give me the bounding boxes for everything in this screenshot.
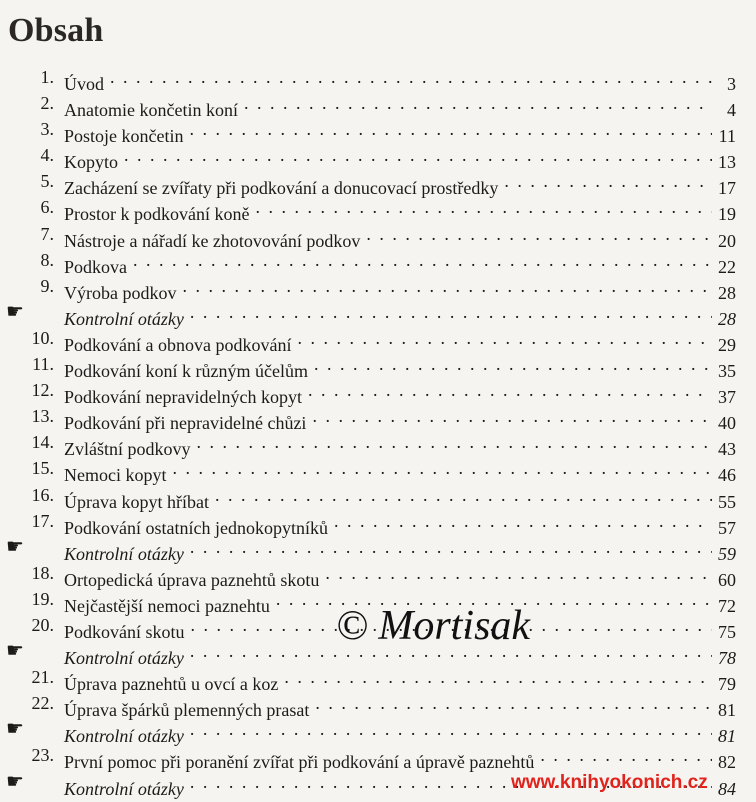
toc-page-number: 57 — [718, 517, 736, 538]
toc-row — [0, 690, 756, 721]
toc-page-number: 3 — [727, 74, 736, 94]
toc-label: Kopyto — [64, 152, 118, 173]
toc-number: 10. — [31, 327, 54, 348]
dot-leader — [308, 377, 712, 403]
toc-row — [0, 403, 756, 434]
toc-page-number: 35 — [718, 361, 736, 382]
toc-row — [0, 482, 756, 512]
page-title: Obsah — [8, 12, 104, 49]
dot-leader — [190, 534, 712, 560]
table-of-contents — [0, 64, 756, 799]
toc-page-number: 55 — [718, 491, 736, 512]
pointing-hand-icon: ☛ — [6, 300, 24, 323]
toc-label: Kontrolní otázky — [64, 726, 184, 747]
toc-number: 1. — [40, 67, 54, 87]
toc-label: Postoje končetin — [64, 126, 184, 147]
toc-label: Úprava kopyt hříbat — [64, 491, 209, 512]
toc-row — [0, 221, 756, 251]
toc-label: Kontrolní otázky — [64, 778, 184, 799]
toc-page-number: 72 — [718, 595, 736, 616]
toc-page-number: 37 — [718, 387, 736, 408]
toc-row — [0, 116, 756, 147]
toc-label: Zvláštní podkovy — [64, 439, 191, 460]
toc-label: Výroba podkov — [64, 282, 177, 303]
toc-row — [0, 508, 756, 538]
toc-number: 4. — [40, 145, 54, 166]
dot-leader — [255, 194, 712, 220]
toc-number: 15. — [31, 458, 54, 479]
toc-page-number: 43 — [718, 439, 736, 460]
dot-leader — [172, 455, 712, 481]
toc-page-number: 82 — [718, 752, 736, 773]
toc-page-number: 60 — [718, 569, 736, 590]
toc-number: 19. — [31, 588, 54, 609]
toc-row — [0, 247, 756, 277]
toc-label: Kontrolní otázky — [64, 543, 184, 564]
dot-leader — [314, 351, 712, 377]
toc-page-number: 75 — [718, 621, 736, 642]
toc-label: Zacházení se zvířaty při podkování a donucovací prostředky — [64, 178, 499, 199]
toc-row — [0, 142, 756, 173]
toc-label: Kontrolní otázky — [64, 308, 184, 329]
toc-label: Nejčastější nemoci paznehtu — [64, 595, 270, 616]
toc-number: 20. — [31, 614, 54, 635]
toc-label: Ortopedická úprava paznehtů skotu — [64, 569, 320, 590]
toc-row — [0, 455, 756, 486]
toc-number: 3. — [40, 119, 54, 140]
toc-number: 13. — [31, 406, 54, 427]
pointing-hand-icon: ☛ — [6, 770, 24, 793]
toc-row — [0, 351, 756, 382]
dot-leader — [334, 508, 712, 534]
toc-label: Nemoci kopyt — [64, 465, 167, 486]
toc-label: První pomoc při poranění zvířat při podkování a úpravě paznehtů — [64, 752, 535, 773]
toc-page-number: 40 — [718, 413, 736, 434]
toc-label: Podkování a obnova podkování — [64, 334, 292, 355]
watermark: © Mortisak — [336, 603, 531, 649]
toc-page-number: 84 — [718, 778, 736, 799]
toc-row — [0, 273, 756, 303]
toc-row — [0, 64, 756, 94]
toc-label: Anatomie končetin koní — [64, 100, 238, 121]
toc-label: Podkova — [64, 256, 127, 277]
dot-leader — [190, 299, 712, 325]
toc-label: Podkování při nepravidelné chůzi — [64, 413, 307, 434]
toc-page-number: 81 — [718, 726, 736, 747]
toc-quiz-row — [0, 299, 756, 329]
site-url: www.knihyokonich.cz — [511, 772, 708, 793]
toc-number: 7. — [40, 223, 54, 244]
toc-label: Kontrolní otázky — [64, 648, 184, 669]
dot-leader — [540, 742, 712, 768]
toc-page-number: 29 — [718, 334, 736, 355]
toc-label: Úprava paznehtů u ovcí a koz — [64, 674, 279, 695]
toc-number: 12. — [31, 380, 54, 401]
pointing-hand-icon: ☛ — [6, 640, 24, 663]
toc-page-number: 4 — [727, 100, 736, 121]
toc-number: 23. — [31, 745, 54, 766]
dot-leader — [124, 142, 712, 168]
toc-row — [0, 168, 756, 199]
toc-page-number: 13 — [718, 152, 736, 173]
toc-row — [0, 664, 756, 695]
toc-label: Podkování skotu — [64, 621, 185, 642]
toc-quiz-row — [0, 716, 756, 747]
toc-quiz-row — [0, 534, 756, 564]
dot-leader — [366, 221, 712, 247]
toc-number: 11. — [32, 354, 54, 375]
dot-leader — [244, 90, 712, 116]
toc-page-number: 20 — [718, 230, 736, 251]
toc-number: 21. — [31, 667, 54, 688]
toc-label: Nástroje a nářadí ke zhotovování podkov — [64, 230, 361, 251]
toc-number: 2. — [40, 93, 54, 114]
dot-leader — [504, 168, 712, 194]
toc-number: 8. — [40, 249, 54, 270]
toc-number: 22. — [31, 693, 54, 714]
toc-row — [0, 377, 756, 408]
dot-leader — [197, 429, 713, 455]
toc-page-number: 28 — [718, 308, 736, 329]
dot-leader — [190, 116, 713, 142]
toc-page-number: 28 — [718, 282, 736, 303]
toc-number: 18. — [31, 562, 54, 583]
toc-page-number: 46 — [718, 465, 736, 486]
toc-number: 9. — [40, 275, 54, 296]
toc-page-number: 59 — [718, 543, 736, 564]
toc-label: Podkování koní k různým účelům — [64, 361, 308, 382]
toc-row — [0, 194, 756, 225]
dot-leader — [215, 482, 712, 508]
toc-number: 17. — [31, 510, 54, 531]
dot-leader — [110, 64, 712, 90]
dot-leader — [325, 560, 712, 586]
pointing-hand-icon: ☛ — [6, 718, 24, 741]
dot-leader — [133, 247, 712, 273]
toc-number: 16. — [31, 484, 54, 505]
toc-row — [0, 90, 756, 121]
toc-page-number: 11 — [718, 126, 736, 147]
dot-leader — [182, 273, 712, 299]
toc-page-number: 81 — [718, 700, 736, 721]
toc-number: 14. — [31, 432, 54, 453]
toc-page-number: 19 — [718, 204, 736, 225]
toc-number: 6. — [40, 197, 54, 218]
dot-leader — [284, 664, 712, 690]
dot-leader — [297, 325, 712, 351]
toc-label: Prostor k podkování koně — [64, 204, 250, 225]
toc-row — [0, 429, 756, 460]
toc-number: 5. — [40, 171, 54, 192]
toc-label: Podkování nepravidelných kopyt — [64, 387, 302, 408]
dot-leader — [312, 403, 712, 429]
toc-label: Úvod — [64, 74, 104, 94]
toc-page-number: 22 — [718, 256, 736, 277]
toc-page-number: 17 — [718, 178, 736, 199]
toc-row — [0, 560, 756, 590]
toc-label: Úprava špárků plemenných prasat — [64, 700, 310, 721]
toc-page-number: 78 — [718, 648, 736, 669]
toc-label: Podkování ostatních jednokopytníků — [64, 517, 328, 538]
dot-leader — [190, 716, 712, 742]
toc-row — [0, 325, 756, 355]
toc-row — [0, 742, 756, 773]
pointing-hand-icon: ☛ — [6, 535, 24, 558]
toc-page-number: 79 — [718, 674, 736, 695]
dot-leader — [315, 690, 712, 716]
